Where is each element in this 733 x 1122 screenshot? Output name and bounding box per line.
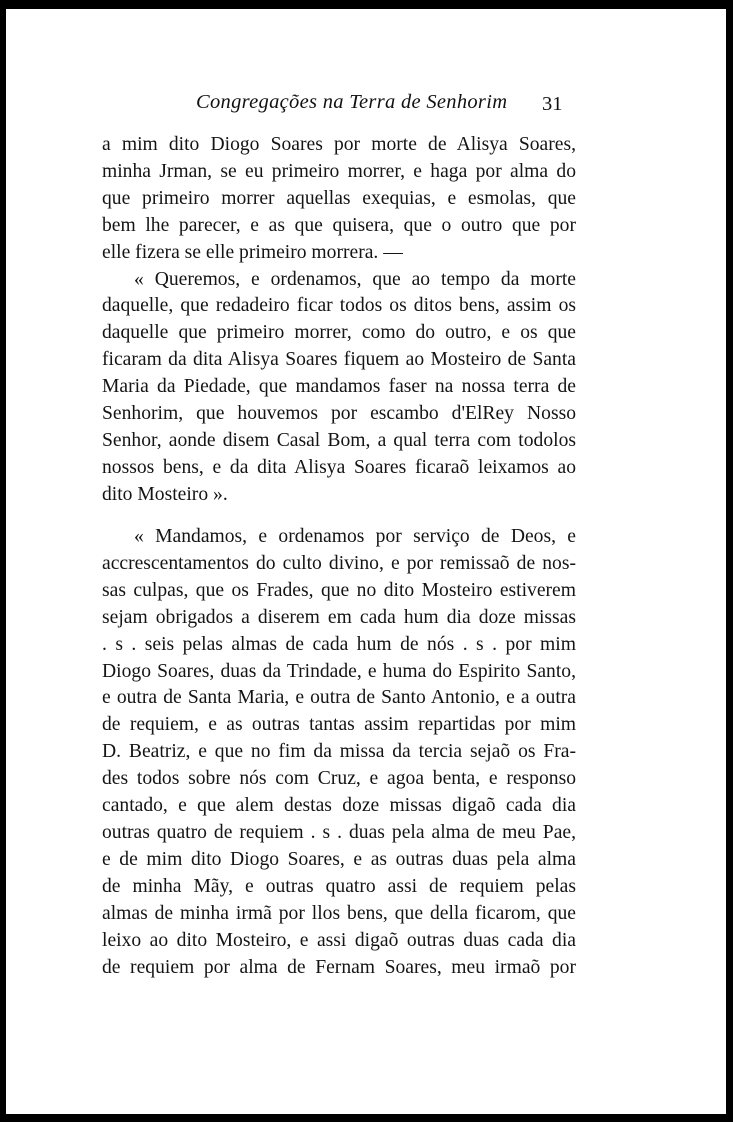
text-line: sejam obrigados a diserem em cada hum dia doze missas [102, 606, 576, 628]
text-line: Diogo Soares, duas da Trindade, e huma do Espirito Santo, [102, 660, 576, 682]
text-line: dito Mosteiro ». [102, 483, 228, 505]
text-line: outras quatro de requiem . s . duas pela alma de meu Pae, [102, 821, 576, 843]
text-block-1 [102, 132, 576, 509]
text-line: e de mim dito Diogo Soares, e as outras duas pela alma [102, 848, 576, 870]
text-line: Maria da Piedade, que mandamos faser na nossa terra de [102, 376, 576, 398]
text-line: des todos sobre nós com Cruz, e agoa benta, e responso [102, 768, 576, 790]
text-line: D. Beatriz, e que no fim da missa da tercia sejaõ os Fra- [102, 741, 576, 763]
text-line: Senhor, aonde disem Casal Bom, a qual terra com todolos [102, 429, 576, 451]
text-line: de requiem, e as outras tantas assim repartidas por mim [102, 714, 576, 736]
text-block-2 [102, 524, 576, 981]
text-line: que primeiro morrer aquellas exequias, e esmolas, que [102, 187, 576, 209]
text-line: a mim dito Diogo Soares por morte de Alisya Soares, [102, 134, 576, 155]
text-line: de minha Mãy, e outras quatro assi de requiem pelas [102, 875, 576, 897]
text-line: almas de minha irmã por llos bens, que della ficarom, que [102, 902, 576, 924]
text-line: elle fizera se elle primeiro morrera. — [102, 241, 403, 263]
text-line: bem lhe parecer, e as que quisera, que o outro que por [102, 214, 576, 236]
text-line: nossos bens, e da dita Alisya Soares ficaraõ leixamos ao [102, 456, 576, 478]
page-number: 31 [542, 93, 563, 115]
page-header [6, 91, 733, 121]
text-line: accrescentamentos do culto divino, e por remissaõ de nos- [102, 552, 576, 574]
text-line: . s . seis pelas almas de cada hum de nós . s . por mim [102, 633, 576, 655]
text-line: Senhorim, que houvemos por escambo d'ElRey Nosso [102, 403, 576, 425]
text-line: daquelle que primeiro morrer, como do outro, e os que [102, 322, 576, 344]
text-line: sas culpas, que os Frades, que no dito Mosteiro estiverem [102, 579, 576, 601]
text-line: de requiem por alma de Fernam Soares, meu irmaõ por [102, 956, 576, 978]
text-line: ficaram da dita Alisya Soares fiquem ao Mosteiro de Santa [102, 349, 576, 371]
text-line: minha Jrman, se eu primeiro morrer, e haga por alma do [102, 160, 576, 182]
text-line: leixo ao dito Mosteiro, e assi digaõ outras duas cada dia [102, 929, 576, 951]
running-title: Congregações na Terra de Senhorim [196, 91, 508, 113]
text-line: « Queremos, e ordenamos, que ao tempo da morte [134, 268, 576, 290]
text-line: e outra de Santa Maria, e outra de Santo Antonio, e a outra [102, 687, 576, 709]
text-line: cantado, e que alem destas doze missas digaõ cada dia [102, 795, 576, 817]
text-line: « Mandamos, e ordenamos por serviço de Deos, e [134, 526, 576, 547]
text-line: daquelle, que redadeiro ficar todos os ditos bens, assim os [102, 295, 576, 317]
